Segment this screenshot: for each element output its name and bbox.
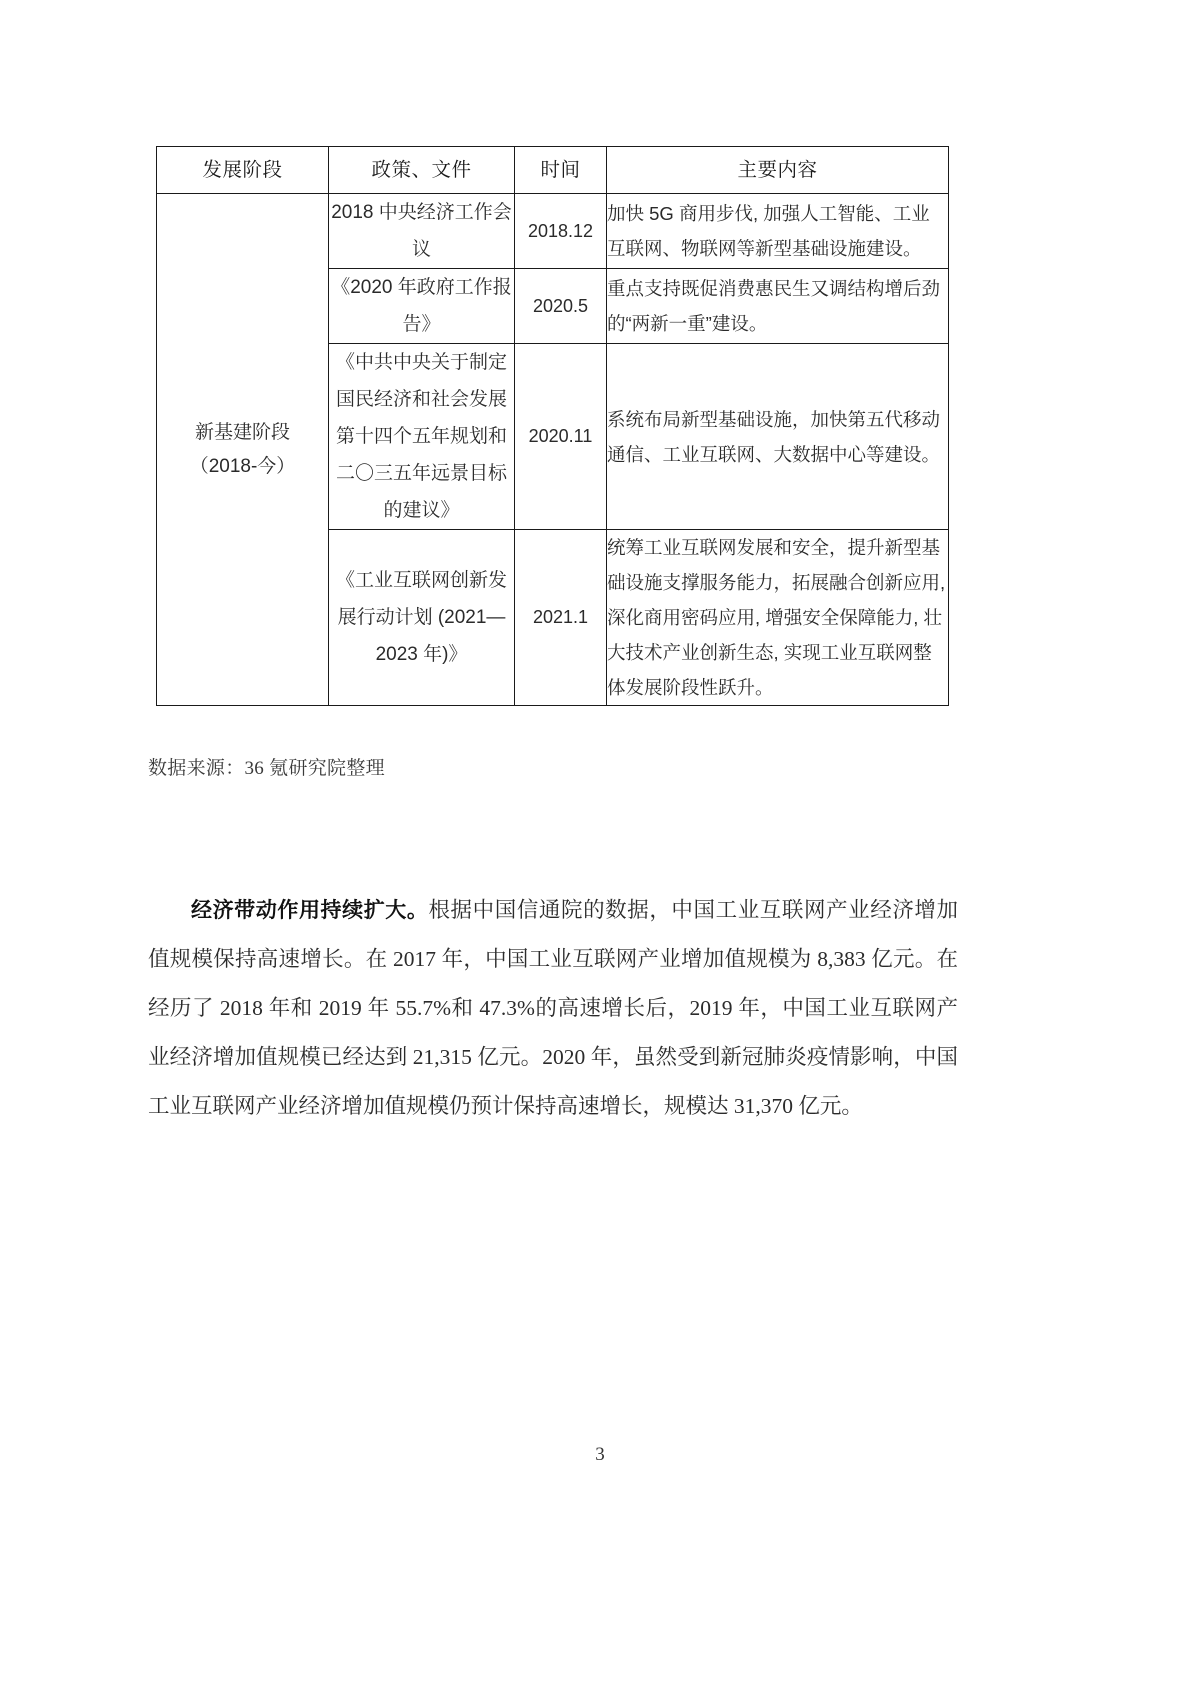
content-cell: 系统布局新型基础设施，加快第五代移动通信、工业互联网、大数据中心等建设。: [607, 344, 949, 530]
policy-cell: 《工业互联网创新发展行动计划 (2021—2023 年)》: [329, 530, 515, 706]
policy-cell: 2018 中央经济工作会议: [329, 194, 515, 269]
policy-cell: 《2020 年政府工作报告》: [329, 269, 515, 344]
policy-cell: 《中共中央关于制定国民经济和社会发展第十四个五年规划和二〇三五年远景目标的建议》: [329, 344, 515, 530]
source-note: 数据来源：36 氪研究院整理: [148, 758, 385, 779]
content-cell: 加快 5G 商用步伐, 加强人工智能、工业互联网、物联网等新型基础设施建设。: [607, 194, 949, 269]
header-stage: 发展阶段: [157, 147, 329, 194]
stage-label-line1: 新基建阶段: [194, 421, 290, 443]
header-content: 主要内容: [607, 147, 949, 194]
paragraph-body-text: 根据中国信通院的数据，中国工业互联网产业经济增加值规模保持高速增长。在 2017 年，中国工业互联网产业增加值规模为 8,383 亿元。在经历了 2018 年和 2019 年 55.7%和 47.3%的高速增长后，2019 年，中国工业互联网产业经济增加值规模已经达到 21,315 亿元。2020 年，虽然受到新冠肺炎疫情影响，中国工业互联网产业经济增加值规模仍预计保持高速增长，规模达 31,370 亿元。: [148, 897, 958, 1118]
stage-label-line2: （2018-今）: [189, 455, 296, 477]
header-time: 时间: [515, 147, 607, 194]
content-cell: 重点支持既促消费惠民生又调结构增后劲的“两新一重”建设。: [607, 269, 949, 344]
paragraph-lead-bold: 经济带动作用持续扩大。: [191, 898, 429, 922]
time-cell: 2020.11: [515, 344, 607, 530]
stage-cell: [157, 194, 329, 706]
table-header-row: [157, 147, 949, 194]
time-cell: 2021.1: [515, 530, 607, 706]
content-cell: 统筹工业互联网发展和安全，提升新型基础设施支撑服务能力，拓展融合创新应用, 深化商用密码应用, 增强安全保障能力, 壮大技术产业创新生态, 实现工业互联网整体发展阶段性跃升。: [607, 530, 949, 706]
time-cell: 2018.12: [515, 194, 607, 269]
policy-table-container: [156, 146, 948, 706]
policy-table: [156, 146, 949, 706]
body-paragraph: [148, 886, 958, 1131]
table-row: [157, 194, 949, 269]
header-policy: 政策、文件: [329, 147, 515, 194]
time-cell: 2020.5: [515, 269, 607, 344]
page-number: 3: [595, 1444, 605, 1465]
